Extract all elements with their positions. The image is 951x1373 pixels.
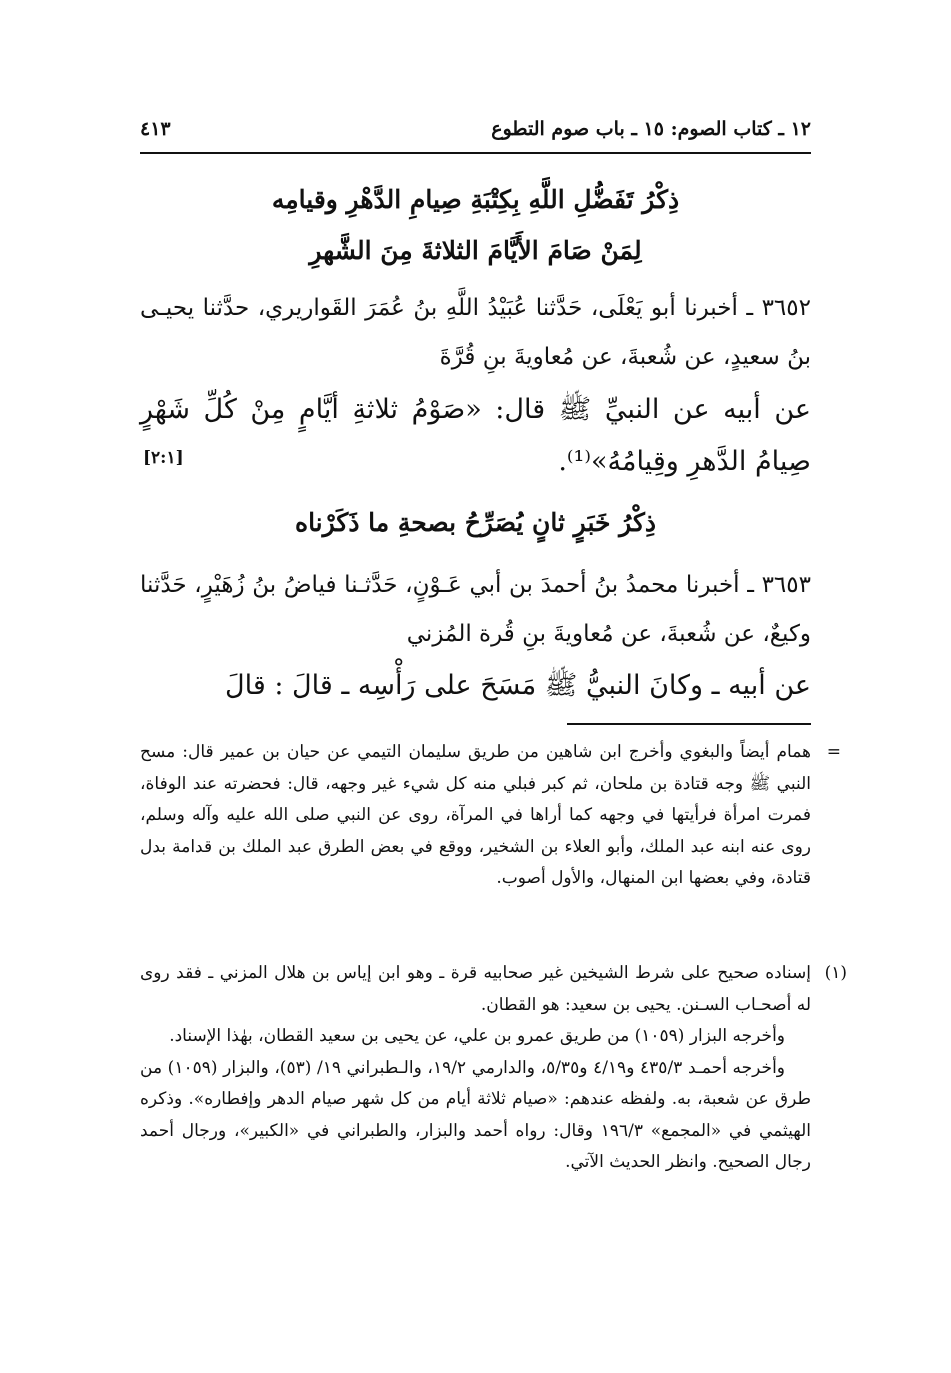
footnote-1-para-1: إسناده صحيح على شرط الشيخين غير صحابيه قرة ـ وهو ابن إياس بن هلال المزني ـ فقد روى له أصحـاب السـنن. يحيى بن سعيد: هو القطان. [140,963,811,1015]
hadith-3653-matn: عن أبيه ـ وكانَ النبيُّ ﷺ مَسَحَ على رَأْسِه ـ قالَ : قالَ [225,670,811,701]
hadith-grade: [٢:١] [143,448,184,468]
footnote-1 [140,958,847,1179]
continuation-marker: = [826,742,841,762]
footnote-continuation [140,737,841,895]
chapter-heading-1-line-2: لِمَنْ صَامَ الأَيَّامَ الثلاثةَ مِنَ الشَّهرِ [309,236,642,265]
chapter-heading-1-line-1: ذِكْرُ تَفَضُّلِ اللَّهِ بِكِتْبَةِ صِيامِ الدَّهْرِ وقيامِه [271,185,680,214]
page-number: ٤١٣ [140,118,171,140]
footnote-1-para-3: وأخرجه أحمـد ٤٣٥/٣ و٤/١٩ و٥/٣٥، والدارمي ١٩/٢، والـطبراني ١٩/ (٥٣)، والبزار (١٠٥٩) من طرق عن شعبة، به. ولفظه عندهم: «صيام ثلاثة أيام من كل شهر صيام الدهر وإفطاره». وذكره الهيثمي في «المجمع» ١٩٦/٣ وقال: رواه أحمد والبزار، والطبراني في «الكبير»، ورجال أحمد رجال الصحيح. وانظر الحديث الآتي. [140,1057,811,1172]
hadith-3652-isnad: ٣٦٥٢ ـ أخبرنا أبو يَعْلَى، حَدَّثنا عُبَيْدُ اللَّهِ بنُ عُمَرَ القَواريري، حدَّثنا يحيـى بنُ سعيدٍ، عن شُعبةَ، عن مُعاويةَ بنِ قُرَّةَ [140,295,811,370]
footnote-1-para-2: وأخرجه البزار (١٠٥٩) من طريق عمرو بن علي، عن يحيى بن سعيد القطان، بهٰذا الإسناد. [169,1026,785,1046]
hadith-3653-isnad: ٣٦٥٣ ـ أخبرنا محمدُ بنُ أحمدَ بن أبي عَـوْنٍ، حَدَّثـنا فياضُ بنُ زُهَيْرٍ، حَدَّثنا وكيعٌ، عن شُعبةَ، عن مُعاويةَ بنِ قُرة المُزني [140,572,811,647]
chapter-heading-2: ذِكْرُ خَبَرٍ ثانٍ يُصَرِّحُ بصحةِ ما ذَكَرْناه [294,508,657,537]
footnote-separator [567,723,811,725]
footnote-1-marker: (١) [824,963,847,983]
header-title: ١٢ ـ كتاب الصوم: ١٥ ـ باب صوم التطوع [491,118,811,140]
running-header [140,118,811,154]
hadith-3652-matn: عن أبيه عن النبيِّ ﷺ قال: «صَوْمُ ثلاثةِ أيَّامٍ مِنْ كُلِّ شَهْرٍ صِيامُ الدَّهرِ وقِيامُهُ»⁽¹⁾. [140,394,811,477]
footnote-continuation-text: همام أيضاً والبغوي وأخرج ابن شاهين من طريق سليمان التيمي عن حيان بن عمير قال: مسح النبي ﷺ وجه قتادة بن ملحان، ثم كبر فبلي منه كل شيء غير وجهه، قال: فحضرته عند الوفاة، فمرت امرأة فرأيتها في وجهه كما أراها في المرآة، روى عن النبي صلى الله عليه وآله وسلم، روى عنه ابنه عبد الملك، وأبو العلاء بن الشخير، ووقع في بعض الطرق عبد الملك بن قدامة بدل قتادة، وفي بعضها ابن المنهال، والأول أصوب. [140,742,811,888]
